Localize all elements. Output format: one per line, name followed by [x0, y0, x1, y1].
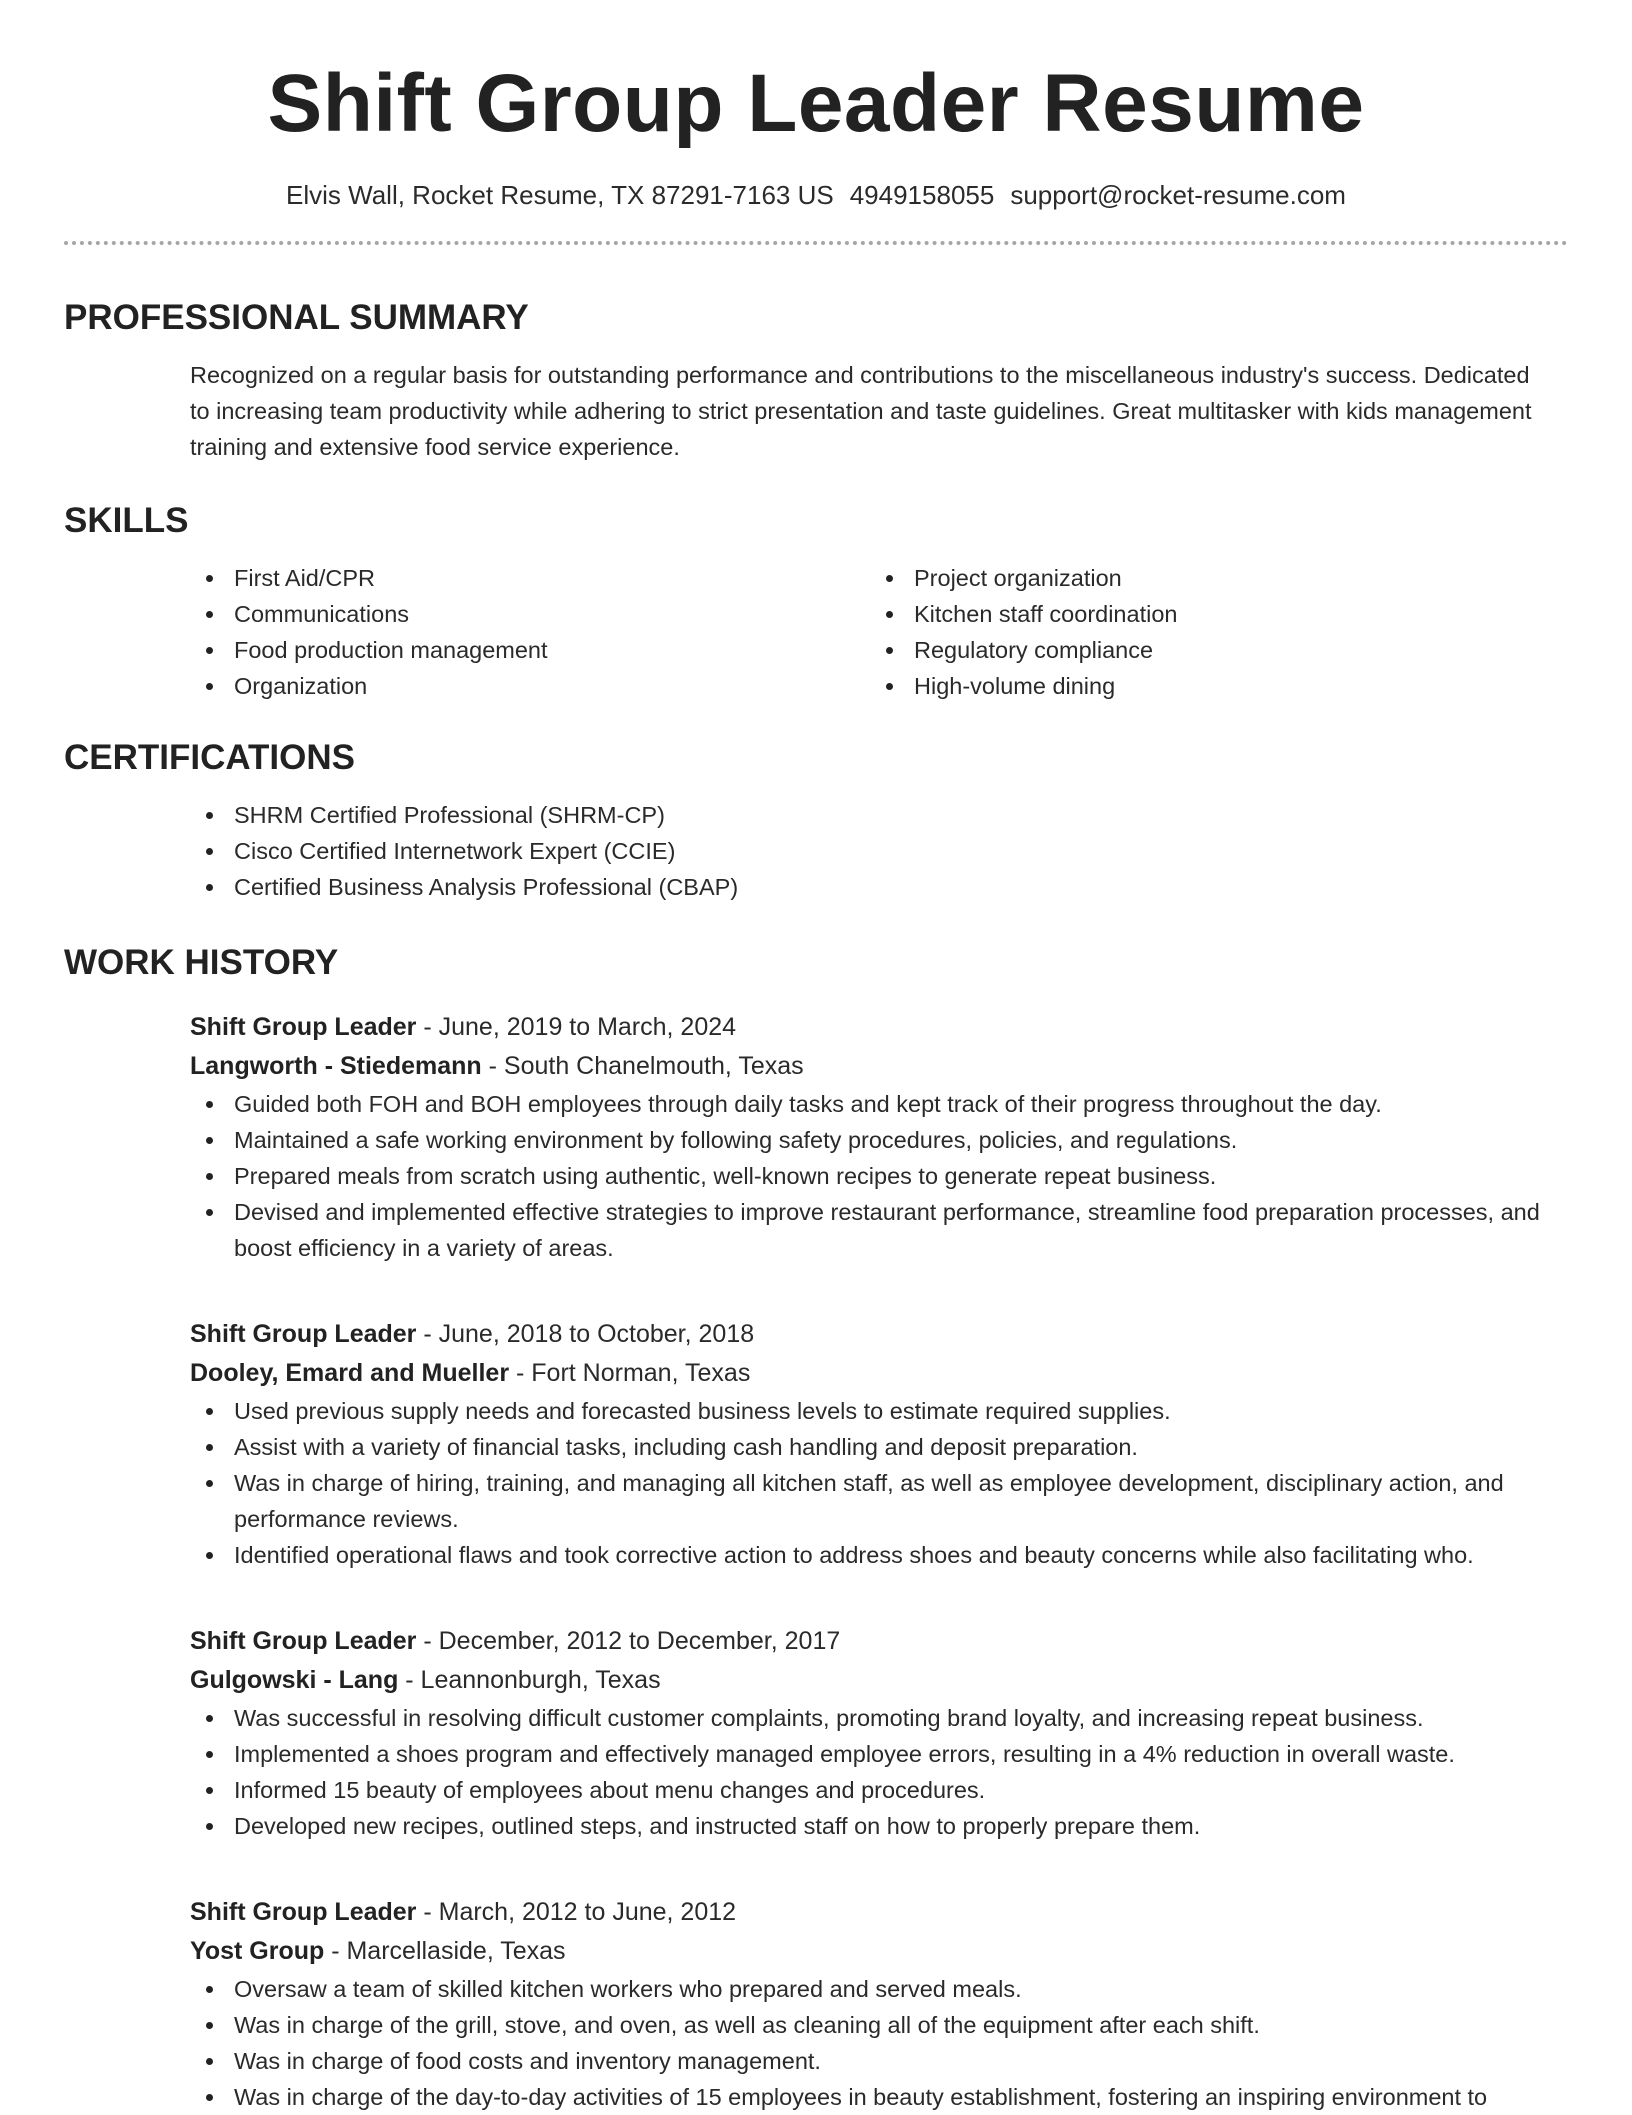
job-bullet: Assist with a variety of financial tasks, including cash handling and deposit preparation.	[190, 1429, 1568, 1465]
job-dates: - June, 2018 to October, 2018	[416, 1320, 755, 1348]
job-company: Yost Group	[190, 1937, 325, 1965]
job-company-line	[190, 1661, 1568, 1700]
job-location: - Leannonburgh, Texas	[398, 1666, 661, 1694]
resume-title: Shift Group Leader Resume	[267, 58, 1365, 149]
job-bullet: Implemented a shoes program and effectively managed employee errors, resulting in a 4% reduction in overall waste.	[190, 1736, 1568, 1772]
job-title-line	[190, 1622, 1568, 1661]
job-dates: - December, 2012 to December, 2017	[416, 1627, 841, 1655]
contact-phone: 4949158055	[849, 180, 995, 210]
contact-email: support@rocket-resume.com	[1010, 180, 1346, 210]
summary-section	[64, 297, 1568, 465]
summary-heading: PROFESSIONAL SUMMARY	[64, 298, 529, 337]
job-entry	[190, 1893, 1568, 2115]
job-location: - South Chanelmouth, Texas	[481, 1052, 804, 1080]
job-company: Gulgowski - Lang	[190, 1666, 399, 1694]
skills-list-left	[190, 560, 870, 704]
job-dates: - March, 2012 to June, 2012	[416, 1898, 737, 1926]
job-bullet: Maintained a safe working environment by following safety procedures, policies, and regulations.	[190, 1122, 1568, 1158]
job-bullet: Guided both FOH and BOH employees through daily tasks and kept track of their progress throughout the day.	[190, 1086, 1568, 1122]
skills-list-right	[870, 560, 1550, 704]
skill-item: High-volume dining	[870, 668, 1550, 704]
certifications-section	[64, 737, 1568, 905]
job-location: - Fort Norman, Texas	[509, 1359, 751, 1387]
job-company-line	[190, 1932, 1568, 1971]
skills-grid	[190, 560, 1568, 704]
job-entry	[190, 1622, 1568, 1844]
certification-item: Certified Business Analysis Professional (CBAP)	[190, 869, 1568, 905]
job-title: Shift Group Leader	[190, 1320, 417, 1348]
job-title-line	[190, 1315, 1568, 1354]
work-history-section	[64, 942, 1568, 984]
job-bullet: Was in charge of the grill, stove, and oven, as well as cleaning all of the equipment after each shift.	[190, 2007, 1568, 2043]
contact-address: Elvis Wall, Rocket Resume, TX 87291-7163 US	[286, 180, 834, 210]
certifications-list	[190, 797, 1568, 905]
job-company-line	[190, 1047, 1568, 1086]
job-bullets	[190, 1971, 1568, 2115]
job-title: Shift Group Leader	[190, 1627, 417, 1655]
certification-item: SHRM Certified Professional (SHRM-CP)	[190, 797, 1568, 833]
skill-item: Regulatory compliance	[870, 632, 1550, 668]
skill-item: Food production management	[190, 632, 870, 668]
certification-item: Cisco Certified Internetwork Expert (CCIE)	[190, 833, 1568, 869]
resume-page	[64, 0, 1568, 2110]
job-location: - Marcellaside, Texas	[324, 1937, 566, 1965]
skills-heading: SKILLS	[64, 501, 189, 540]
job-dates: - June, 2019 to March, 2024	[416, 1013, 737, 1041]
job-bullets	[190, 1700, 1568, 1844]
job-bullet: Used previous supply needs and forecasted business levels to estimate required supplies.	[190, 1393, 1568, 1429]
header-divider	[64, 241, 1568, 245]
certifications-heading: CERTIFICATIONS	[64, 738, 356, 777]
job-bullet: Identified operational flaws and took corrective action to address shoes and beauty concerns while also facilitating who.	[190, 1537, 1568, 1573]
job-title-line	[190, 1008, 1568, 1047]
job-bullet: Was in charge of hiring, training, and managing all kitchen staff, as well as employee development, disciplinary action, and performance reviews.	[190, 1465, 1568, 1537]
job-title: Shift Group Leader	[190, 1013, 417, 1041]
skill-item: Organization	[190, 668, 870, 704]
summary-text: Recognized on a regular basis for outstanding performance and contributions to the miscellaneous industry's success. Dedicated to increasing team productivity while adhering to strict presentation and taste guidelines. Great multitasker with kids management training and extensive food service experience.	[190, 362, 1532, 460]
job-company-line	[190, 1354, 1568, 1393]
skills-section	[64, 500, 1568, 704]
skill-item: First Aid/CPR	[190, 560, 870, 596]
job-company: Dooley, Emard and Mueller	[190, 1359, 510, 1387]
contact-line	[64, 178, 1568, 212]
skill-item: Communications	[190, 596, 870, 632]
job-bullets	[190, 1086, 1568, 1266]
job-bullet: Was in charge of food costs and inventory management.	[190, 2043, 1568, 2079]
job-bullet: Oversaw a team of skilled kitchen workers who prepared and served meals.	[190, 1971, 1568, 2007]
job-bullet: Devised and implemented effective strategies to improve restaurant performance, streamline food preparation processes, and boost efficiency in a variety of areas.	[190, 1194, 1568, 1266]
work-history-heading: WORK HISTORY	[64, 943, 339, 982]
job-title: Shift Group Leader	[190, 1898, 417, 1926]
job-title-line	[190, 1893, 1568, 1932]
job-bullets	[190, 1393, 1568, 1573]
job-bullet: Was in charge of the day-to-day activities of 15 employees in beauty establishment, fostering an inspiring environment to	[190, 2079, 1568, 2115]
job-bullet: Prepared meals from scratch using authentic, well-known recipes to generate repeat business.	[190, 1158, 1568, 1194]
skill-item: Project organization	[870, 560, 1550, 596]
job-bullet: Developed new recipes, outlined steps, and instructed staff on how to properly prepare them.	[190, 1808, 1568, 1844]
job-entry	[190, 1008, 1568, 1266]
job-entry	[190, 1315, 1568, 1573]
job-bullet: Informed 15 beauty of employees about menu changes and procedures.	[190, 1772, 1568, 1808]
skill-item: Kitchen staff coordination	[870, 596, 1550, 632]
job-company: Langworth - Stiedemann	[190, 1052, 482, 1080]
job-bullet: Was successful in resolving difficult customer complaints, promoting brand loyalty, and increasing repeat business.	[190, 1700, 1568, 1736]
